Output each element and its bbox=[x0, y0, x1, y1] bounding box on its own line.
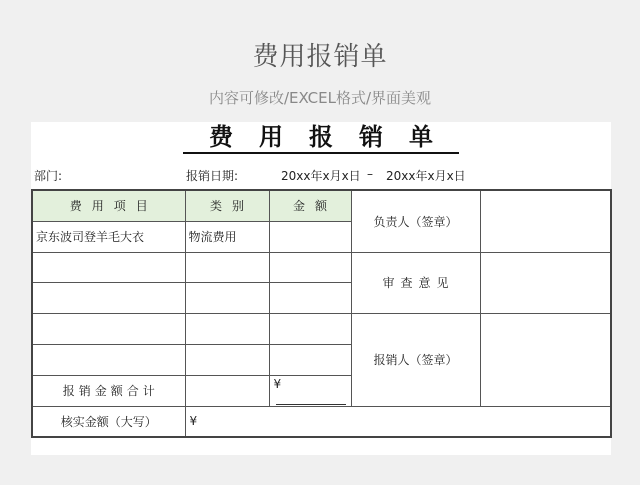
page-title: 费用报销单 bbox=[252, 42, 388, 72]
row-2-category[interactable] bbox=[185, 252, 269, 283]
expense-form-sheet bbox=[31, 122, 611, 455]
review-field[interactable] bbox=[480, 252, 611, 314]
verified-label: 核实金额（大写） bbox=[32, 406, 185, 437]
date-label: 报销日期: bbox=[186, 169, 239, 183]
verified-amount-field[interactable] bbox=[185, 406, 611, 437]
row-3-category[interactable] bbox=[185, 283, 269, 314]
date-end[interactable]: 20xx年x月x日 bbox=[386, 169, 466, 183]
form-title bbox=[31, 122, 611, 156]
verified-currency: ¥ bbox=[189, 414, 198, 429]
date-dash: – bbox=[367, 167, 373, 181]
row-3-amount[interactable] bbox=[269, 283, 351, 314]
row-1-item[interactable]: 京东波司登羊毛大衣 bbox=[32, 221, 185, 252]
dept-label: 部门: bbox=[34, 169, 63, 183]
row-5-amount[interactable] bbox=[269, 344, 351, 375]
review-label: 审查意见 bbox=[351, 252, 480, 314]
page-subtitle: 内容可修改/EXCEL格式/界面美观 bbox=[208, 89, 432, 107]
table-header-row bbox=[32, 190, 611, 221]
responsible-sign-field[interactable] bbox=[480, 190, 611, 252]
total-currency: ¥ bbox=[273, 376, 282, 391]
col-header-item: 费用项目 bbox=[32, 190, 185, 221]
row-1-category[interactable]: 物流费用 bbox=[185, 221, 269, 252]
total-category-empty bbox=[185, 375, 269, 406]
table-row bbox=[32, 252, 611, 283]
row-5-item[interactable] bbox=[32, 344, 185, 375]
col-header-amount: 金额 bbox=[269, 190, 351, 221]
row-2-item[interactable] bbox=[32, 252, 185, 283]
verified-row bbox=[32, 406, 611, 437]
total-underline bbox=[276, 394, 346, 405]
row-2-amount[interactable] bbox=[269, 252, 351, 283]
claimant-sign-field[interactable] bbox=[480, 314, 611, 406]
col-header-category: 类别 bbox=[185, 190, 269, 221]
date-start[interactable]: 20xx年x月x日 bbox=[281, 169, 361, 183]
claimant-sign-label: 报销人（签章） bbox=[351, 314, 480, 406]
row-4-amount[interactable] bbox=[269, 314, 351, 345]
row-5-category[interactable] bbox=[185, 344, 269, 375]
form-title-text: 费用报销单 bbox=[183, 122, 459, 154]
row-4-category[interactable] bbox=[185, 314, 269, 345]
responsible-sign-label: 负责人（签章） bbox=[351, 190, 480, 252]
total-amount-field[interactable] bbox=[269, 375, 351, 406]
row-4-item[interactable] bbox=[32, 314, 185, 345]
row-3-item[interactable] bbox=[32, 283, 185, 314]
total-label: 报销金额合计 bbox=[32, 375, 185, 406]
expense-table bbox=[31, 189, 612, 438]
row-1-amount[interactable] bbox=[269, 221, 351, 252]
table-row bbox=[32, 314, 611, 345]
